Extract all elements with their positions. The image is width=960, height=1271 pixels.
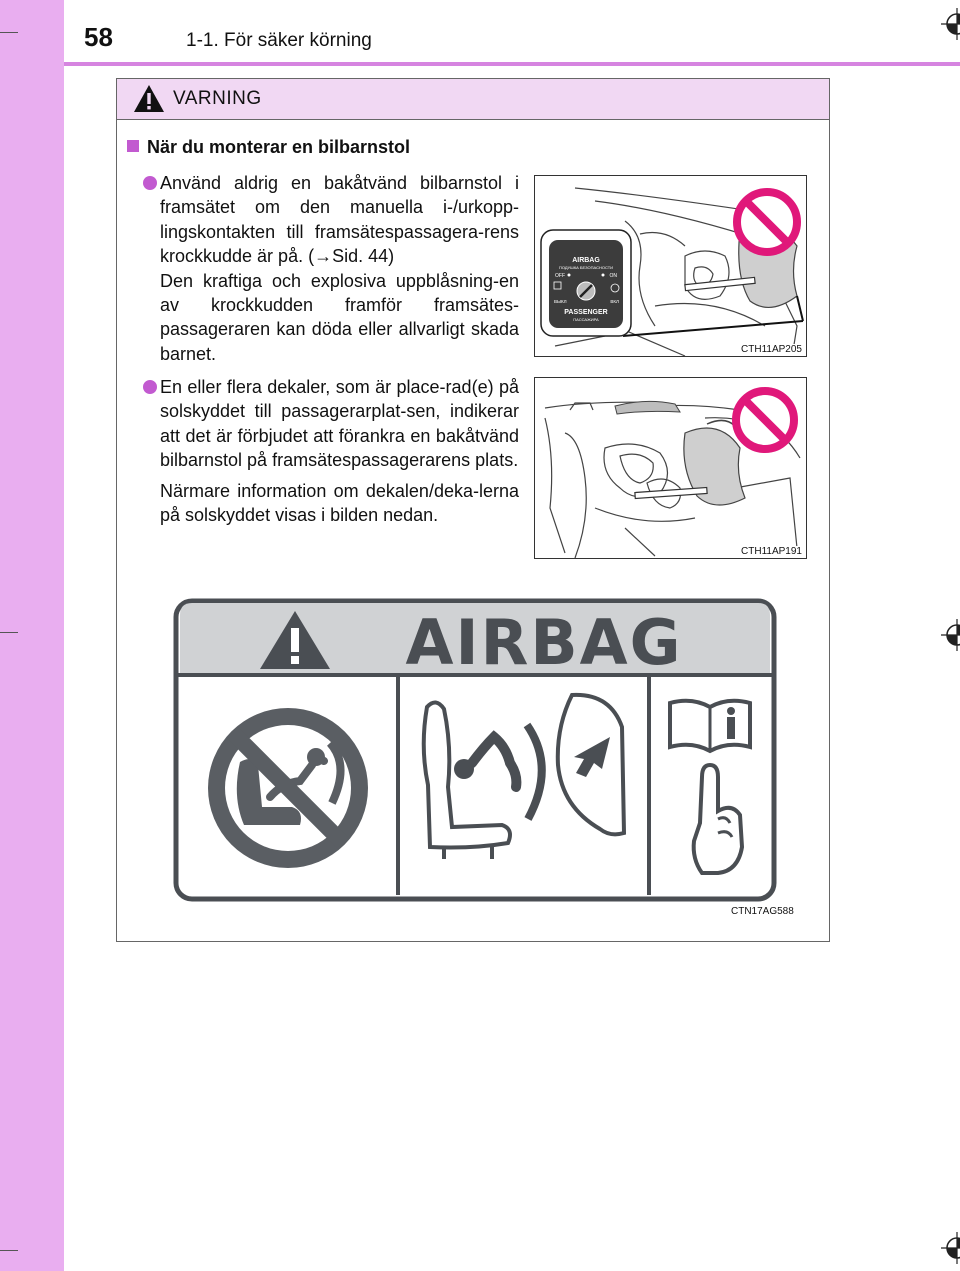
no-rear-facing-seat-icon [208,708,368,868]
airbag-switch-icon [541,230,631,336]
switch-label-off-ru: ВЫКЛ [554,299,567,304]
registration-mark-icon [941,619,960,651]
switch-label-on-ru: ВКЛ [610,299,619,304]
crop-tick [0,1250,18,1251]
page-number: 58 [84,22,113,52]
car-interior-illustration [535,378,807,559]
figure-airbag-switch [534,175,807,357]
bullet-text: Använd aldrig en bakåtvänd bilbarnstol i framsätet om den manuella i-/urkopp-lingskontakten till framsätespassagera-rens krockkudde är på. (→Sid. 44) [160,173,519,267]
switch-label-bottom: PASSENGER [564,309,608,316]
crop-tick [0,632,18,633]
switch-label-off: OFF [555,273,565,279]
subheading-text: När du monterar en bilbarnstol [147,137,411,157]
warning-header [117,79,829,120]
header-rule [64,62,960,66]
label-title: AIRBAG [405,606,683,679]
bullet-text: Den kraftiga och explosiva uppblåsning-en av krockkudden framför framsätes-passageraren kan döda eller allvarligt skada barnet. [160,270,519,364]
switch-label-ru-top: ПОДУШКА БЕЗОПАСНОСТИ [558,265,614,270]
prohibition-icon [736,391,794,449]
bullet-dot-icon [143,380,157,394]
bullet-item [143,375,519,527]
prohibition-icon [737,192,797,252]
switch-label-on: ON [609,273,617,279]
figure-sunvisor [534,377,807,559]
registration-mark-icon [941,8,960,40]
subheading [127,137,410,158]
chapter-title: 1-1. För säker körning [186,30,372,51]
bullet-text: En eller flera dekaler, som är place-rad(e) på solskyddet till passagerarplat-sen, indikerar att det är förbjudet att förankra en bakåtvänd bilbarnstol på framsätespassagerarens plats. [160,377,519,471]
bullet-dot-icon [143,176,157,190]
warning-box [116,78,830,942]
figure-caption: CTH11AP191 [741,546,802,557]
figure-caption: CTN17AG588 [731,906,794,917]
side-band [0,0,64,1271]
square-bullet-icon [127,140,139,152]
switch-label-ru-bottom: ПАССАЖИРА [573,317,599,322]
figure-caption: CTH11AP205 [741,344,802,355]
warning-triangle-icon [133,84,165,113]
switch-label-top: AIRBAG [572,257,600,264]
warning-title: VARNING [173,88,262,109]
bullet-item [143,171,519,366]
car-interior-illustration [535,176,807,357]
bullet-text: Närmare information om dekalen/deka-lerna på solskyddet visas i bilden nedan. [160,480,519,526]
crop-tick [0,32,18,33]
airbag-warning-label [172,597,778,903]
registration-mark-icon [941,1232,960,1264]
